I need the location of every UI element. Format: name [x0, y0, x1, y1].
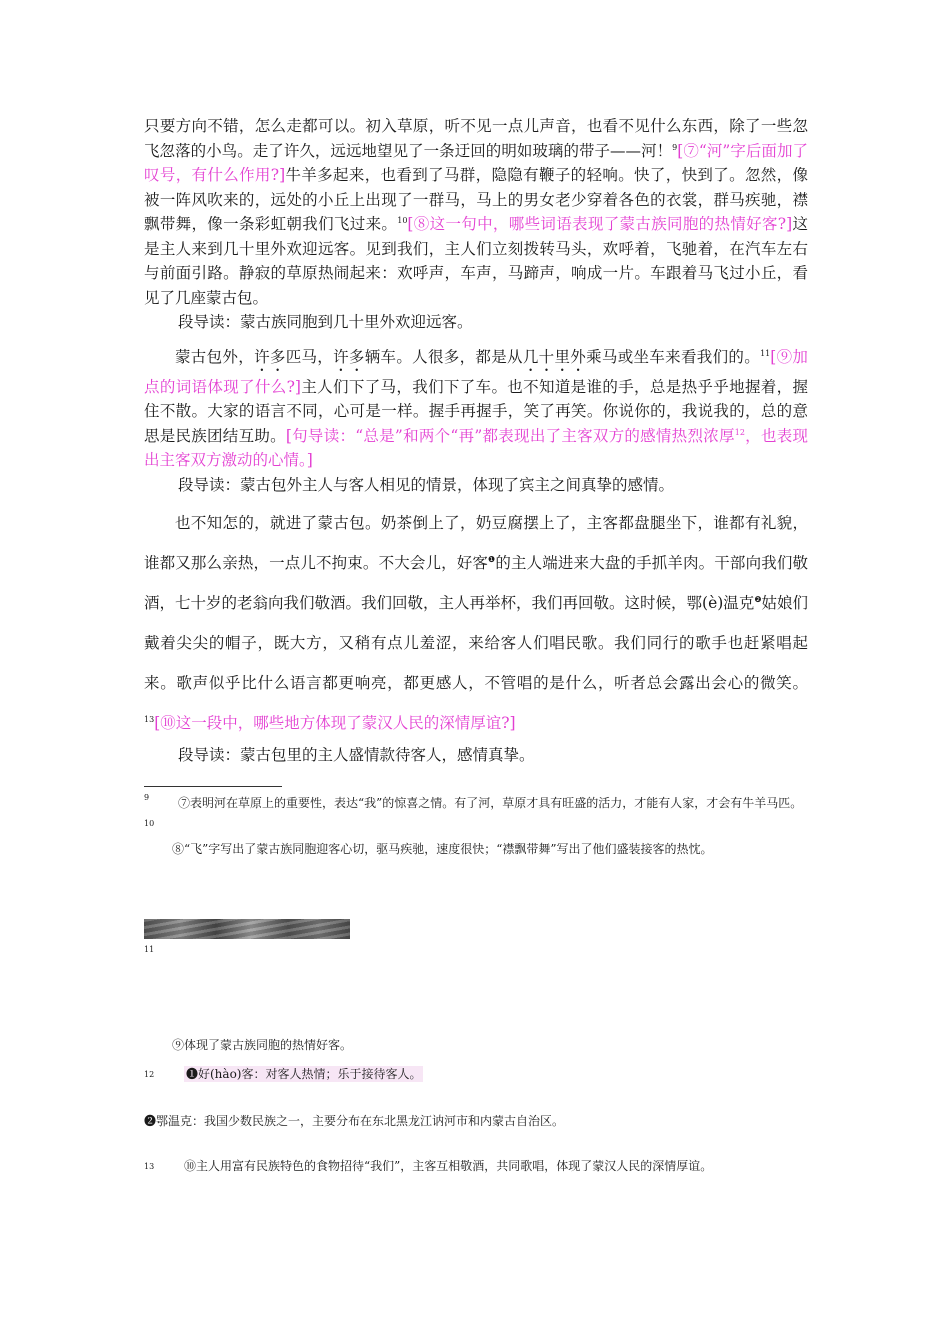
footnote-text-12b: ❷鄂温克：我国少数民族之一，主要分布在东北黑龙江讷河市和内蒙古自治区。 [144, 1113, 565, 1128]
note-ref-10: 10 [397, 215, 408, 225]
sentence-guide-a: [句导读：“总是”和两个“再”都表现出了主客双方的感情热烈浓厚 [285, 426, 735, 445]
annotation-mark-1: ❶ [488, 554, 496, 564]
dotted-word-1: 许多 [254, 347, 286, 366]
paragraph-3-text-b: 的主人端进来大盘的手抓羊肉。干部向我们敬酒，七十岁的老翁向我们敬酒。我们回敬，主人再举杯，我们再回敬。这时候，鄂(è)温克 [144, 554, 808, 612]
footnote-text-12 [184, 1063, 423, 1086]
footnote-12 [144, 1063, 808, 1086]
footnote-number-13: 13 [144, 1161, 155, 1171]
section-guide-3: 段导读：蒙古包里的主人盛情款待客人，感情真挚。 [178, 746, 535, 764]
paragraph-3 [144, 503, 808, 743]
footnote-11 [144, 945, 808, 1057]
section-guide-1: 段导读：蒙古族同胞到几十里外欢迎远客。 [178, 313, 473, 331]
paragraph-2 [144, 345, 808, 473]
footnote-9 [144, 793, 808, 815]
footnote-text-13: ⑩主人用富有民族特色的食物招待“我们”，主客互相敬酒，共同歌唱，体现了蒙汉人民的深情厚谊。 [184, 1158, 713, 1173]
footnote-number-9: 9 [144, 792, 150, 802]
paragraph-2-text-c: 辆车。人很多，都是从 [364, 347, 523, 366]
paragraph-2-text-e: 主人们下了马，我们下了车。也不知道是谁的手，总是热乎乎地握着，握住不散。大家的语言不同，心可是一样。握手再握手，笑了再笑。你说你的，我说我的，总的意思是民族团结互助。 [144, 377, 808, 445]
annotation-mark-2: ❷ [754, 594, 762, 604]
question-8: [⑧这一句中，哪些词语表现了蒙古族同胞的热情好客?] [407, 215, 793, 233]
note-ref-12: 12 [734, 427, 745, 437]
footnote-number-12: 12 [144, 1069, 155, 1079]
footnote-13 [144, 1155, 808, 1178]
dotted-word-2: 许多 [333, 347, 365, 366]
section-guide-2: 段导读：蒙古包外主人与客人相见的情景，体现了宾主之间真挚的感情。 [178, 475, 675, 494]
paragraph-1-text-a: 只要方向不错，怎么走都可以。初入草原，听不见一点儿声音，也看不见什么东西，除了一些忽飞忽落的小鸟。走了许久，远远地望见了一条迂回的明如玻璃的带子——河！ [144, 117, 808, 160]
note-ref-13: 13 [144, 714, 155, 724]
note-ref-9: 9 [672, 142, 678, 152]
paragraph-2-text-a: 蒙古包外， [175, 347, 255, 366]
question-9: [⑨加点的词语体现了什么?] [144, 347, 808, 396]
question-7: [⑦“河”字后面加了叹号，有什么作用?] [144, 141, 808, 184]
footnote-number-11: 11 [144, 944, 155, 954]
footnote-text-9: ⑦表明河在草原上的重要性，表达“我”的惊喜之情。有了河，草原才具有旺盛的活力，才能有人家，才会有牛羊马匹。 [178, 795, 803, 810]
paragraph-1-text-b: 牛羊多起来，也看到了马群，隐隐有鞭子的轻响。快了，快到了。忽然，像被一阵风吹来的，远处的小丘上出现了一群马，马上的男女老少穿着各色的衣裳，群马疾驰，襟飘带舞，像一条彩虹朝我们飞过来。 [144, 166, 808, 233]
footnote-text-10: ⑧“飞”字写出了蒙古族同胞迎客心切，驱马疾驰，速度很快；“襟飘带舞”写出了他们盛装接客的热忱。 [172, 841, 713, 856]
footnote-text-12-highlight: ❶好(hào)客：对客人热情；乐于接待客人。 [186, 1066, 422, 1081]
question-10: [⑩这一段中，哪些地方体现了蒙汉人民的深情厚谊?] [154, 714, 516, 732]
cropped-image-strip [144, 919, 350, 939]
document-page [144, 114, 808, 1178]
dotted-word-3: 几十里外 [522, 347, 587, 366]
paragraph-1 [144, 114, 808, 310]
footnote-divider [144, 786, 282, 787]
note-ref-11: 11 [760, 348, 771, 358]
paragraph-2-text-b: 匹马， [285, 347, 334, 366]
footnote-number-10: 10 [144, 818, 155, 828]
footnote-text-11: ⑨体现了蒙古族同胞的热情好客。 [172, 1037, 353, 1052]
paragraph-2-text-d: 乘马或坐车来看我们的。 [586, 347, 761, 366]
paragraph-3-text-c: 姑娘们戴着尖尖的帽子，既大方，又稍有点儿羞涩，来给客人们唱民歌。我们同行的歌手也赶紧唱起来。歌声似乎比什么语言都更响亮，都更感人，不管唱的是什么，听者总会露出会心的微笑。 [144, 594, 809, 692]
paragraph-1-text-c: 这是主人来到几十里外欢迎远客。见到我们，主人们立刻拨转马头，欢呼着，飞驰着，在汽车左右与前面引路。静寂的草原热闹起来：欢呼声，车声，马蹄声，响成一片。车跟着马飞过小丘，看见了几座蒙古包。 [144, 215, 808, 307]
footnote-10 [144, 819, 808, 861]
sentence-guide-b: ，也表现出主客双方激动的心情。] [144, 426, 808, 469]
paragraph-3-text-a: 也不知怎的，就进了蒙古包。奶茶倒上了，奶豆腐摆上了，主客都盘腿坐下，谁都有礼貌，谁都又那么亲热，一点儿不拘束。不大会儿，好客 [144, 514, 808, 572]
